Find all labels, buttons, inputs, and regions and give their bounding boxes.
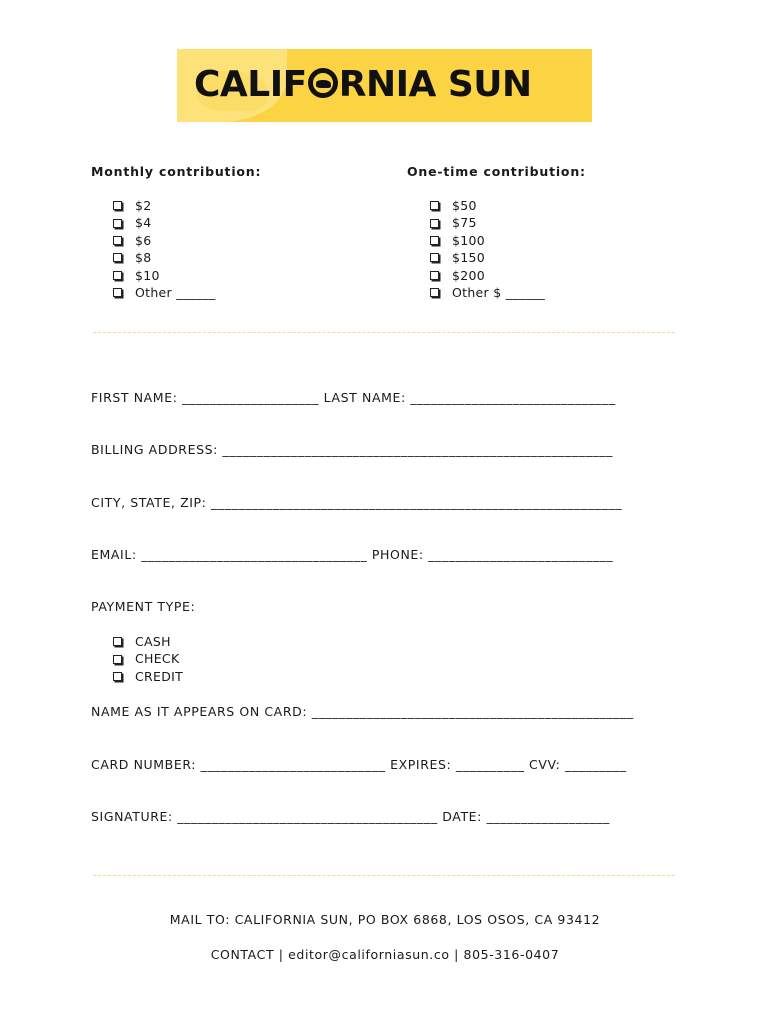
- monthly-option[interactable]: [113, 232, 216, 249]
- option-label: $10: [135, 267, 160, 283]
- option-label: $150: [452, 250, 486, 266]
- option-label: Other $ ______: [452, 284, 546, 300]
- payment-type-heading: PAYMENT TYPE:: [91, 599, 196, 614]
- option-label: $100: [452, 232, 486, 248]
- onetime-contribution-heading: One-time contribution:: [407, 164, 586, 179]
- checkbox-icon[interactable]: [113, 253, 122, 262]
- section-divider: [93, 332, 675, 333]
- checkbox-icon[interactable]: [113, 271, 122, 280]
- payment-options-list: [113, 633, 183, 685]
- onetime-option[interactable]: [430, 214, 545, 231]
- logo-text-left: CALIF: [194, 64, 307, 105]
- city-state-zip-line[interactable]: CITY, STATE, ZIP: ____________________________________________________________: [91, 495, 623, 510]
- checkbox-icon[interactable]: [113, 201, 122, 210]
- option-label: CASH: [135, 634, 171, 649]
- checkbox-icon[interactable]: [430, 201, 439, 210]
- contact-info: CONTACT | editor@californiasun.co | 805-316-0407: [210, 947, 560, 962]
- monthly-options-list: [113, 197, 216, 301]
- onetime-option[interactable]: [430, 249, 545, 266]
- monthly-option[interactable]: [113, 197, 216, 214]
- onetime-option[interactable]: [430, 232, 545, 249]
- checkbox-icon[interactable]: [113, 637, 122, 646]
- option-label: $6: [135, 232, 152, 248]
- checkbox-icon[interactable]: [430, 219, 439, 228]
- checkbox-icon[interactable]: [113, 236, 122, 245]
- checkbox-icon[interactable]: [430, 253, 439, 262]
- checkbox-icon[interactable]: [430, 288, 439, 297]
- monthly-contribution-heading: Monthly contribution:: [91, 164, 262, 179]
- option-label: $200: [452, 267, 486, 283]
- option-label: $75: [452, 215, 477, 231]
- payment-option-credit[interactable]: [113, 668, 183, 685]
- checkbox-icon[interactable]: [113, 219, 122, 228]
- logo-text-right: RNIA SUN: [338, 64, 532, 105]
- checkbox-icon[interactable]: [113, 288, 122, 297]
- card-name-line[interactable]: NAME AS IT APPEARS ON CARD: _______________________________________________: [91, 704, 634, 719]
- footer-divider: [93, 875, 675, 876]
- checkbox-icon[interactable]: [113, 672, 122, 681]
- monthly-option[interactable]: [113, 214, 216, 231]
- checkbox-icon[interactable]: [430, 236, 439, 245]
- checkbox-icon[interactable]: [430, 271, 439, 280]
- option-label: $8: [135, 250, 152, 266]
- signature-date-line[interactable]: SIGNATURE: ______________________________________ DATE: __________________: [91, 809, 610, 824]
- option-label: $2: [135, 198, 152, 213]
- california-sun-logo: [177, 49, 592, 122]
- payment-option-cash[interactable]: [113, 633, 183, 650]
- onetime-option[interactable]: [430, 197, 545, 214]
- option-label: Other ______: [135, 284, 216, 300]
- onetime-option[interactable]: [430, 284, 545, 301]
- sun-bear-o-icon: [308, 68, 338, 98]
- checkbox-icon[interactable]: [113, 655, 122, 664]
- email-phone-line[interactable]: EMAIL: _________________________________ PHONE: ___________________________: [91, 547, 614, 562]
- monthly-option[interactable]: [113, 249, 216, 266]
- billing-address-line[interactable]: BILLING ADDRESS: _________________________________________________________: [91, 442, 613, 457]
- monthly-option[interactable]: [113, 284, 216, 301]
- logo-wordmark: [194, 63, 532, 107]
- onetime-options-list: [430, 197, 545, 301]
- mail-to-address: MAIL TO: CALIFORNIA SUN, PO BOX 6868, LOS OSOS, CA 93412: [169, 912, 601, 927]
- option-label: $4: [135, 215, 152, 231]
- name-fields-line[interactable]: FIRST NAME: ____________________ LAST NAME: ______________________________: [91, 390, 616, 405]
- payment-option-check[interactable]: [113, 650, 183, 667]
- option-label: CREDIT: [135, 668, 184, 684]
- monthly-option[interactable]: [113, 267, 216, 284]
- card-number-line[interactable]: CARD NUMBER: ___________________________ EXPIRES: __________ CVV: _________: [91, 757, 627, 772]
- option-label: $50: [452, 198, 477, 213]
- onetime-option[interactable]: [430, 267, 545, 284]
- option-label: CHECK: [135, 651, 180, 667]
